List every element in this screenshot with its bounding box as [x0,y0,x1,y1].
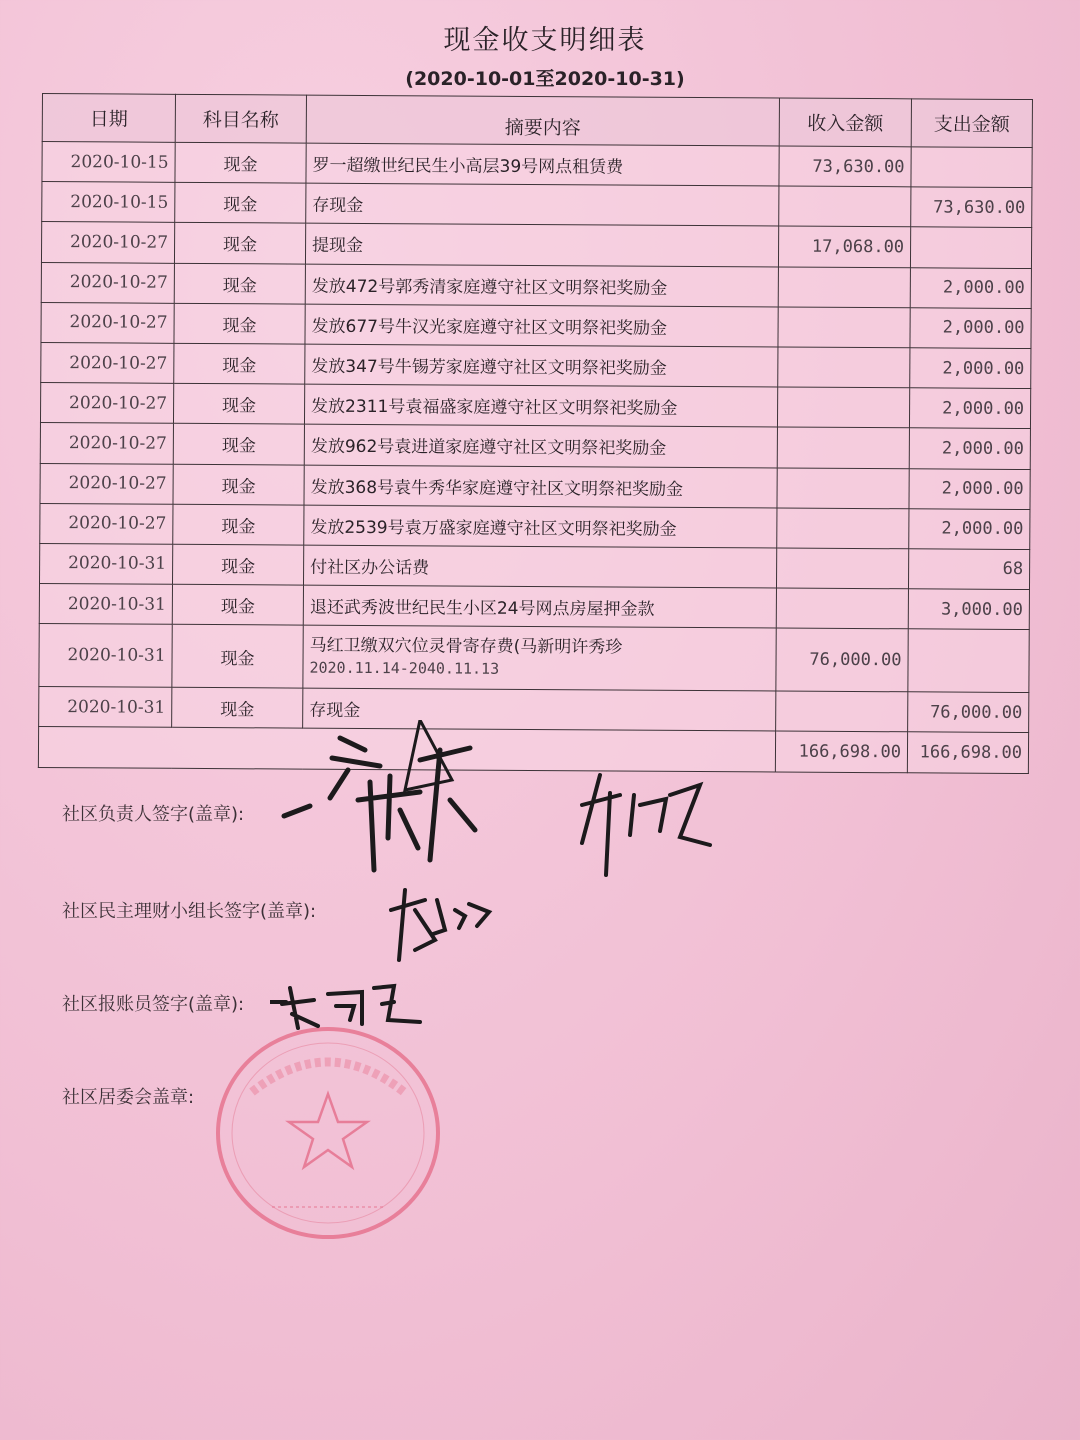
summary-cell: 存现金 [306,183,779,226]
table-row [40,463,1030,509]
date-cell: 2020-10-31 [39,687,172,728]
total-income-cell: 166,698.00 [775,731,907,773]
expense-cell: 73,630.00 [911,187,1032,228]
subject-cell: 现金 [175,142,306,183]
income-cell: 73,630.00 [779,146,911,187]
date-cell: 2020-10-15 [42,182,175,223]
expense-cell: 2,000.00 [909,508,1030,549]
document-title: 现金收支明细表 [443,25,647,56]
date-cell: 2020-10-27 [41,222,174,263]
expense-cell: 2,000.00 [909,468,1030,509]
date-cell: 2020-10-27 [40,463,173,504]
subject-cell: 现金 [174,263,305,304]
summary-cell: 存现金 [303,688,776,731]
table-row [40,543,1030,589]
table-row [41,342,1031,388]
date-cell: 2020-10-27 [40,423,173,464]
accountant-handwritten-signature [270,980,430,1040]
income-cell [779,186,911,227]
expense-cell [911,147,1032,188]
summary-cell: 发放368号袁牛秀华家庭遵守社区文明祭祀奖励金 [304,465,777,508]
subject-cell: 现金 [174,343,305,384]
subject-cell: 现金 [174,223,305,264]
summary-cell: 退还武秀波世纪民生小区24号网点房屋押金款 [303,585,776,628]
date-cell: 2020-10-31 [39,624,172,688]
expense-cell: 2,000.00 [909,388,1030,429]
header-subject: 科目名称 [175,94,306,143]
expense-cell: 2,000.00 [909,428,1030,469]
subject-cell: 现金 [172,584,303,625]
header-income: 收入金额 [779,98,911,147]
table-row [42,142,1032,188]
date-cell: 2020-10-27 [40,383,173,424]
income-cell [778,307,910,348]
finance-group-handwritten-signature [385,880,505,970]
total-row [38,727,1028,774]
subject-cell: 现金 [173,544,304,585]
date-cell: 2020-10-31 [40,543,173,584]
summary-cell: 罗一超缴世纪民生小高层39号网点租赁费 [306,143,779,186]
date-cell: 2020-10-27 [41,342,174,383]
second-handwritten-signature [570,765,720,885]
expense-cell: 68 [908,549,1029,590]
date-cell: 2020-10-15 [42,142,175,183]
summary-cell: 发放677号牛汉光家庭遵守社区文明祭祀奖励金 [305,304,778,347]
expense-cell: 2,000.00 [910,348,1031,389]
income-cell: 76,000.00 [776,628,908,692]
summary-cell: 付社区办公话费 [303,545,776,588]
date-cell: 2020-10-27 [41,262,174,303]
income-cell [778,267,910,308]
income-cell [776,588,908,629]
expense-cell [910,227,1031,268]
subject-cell: 现金 [173,383,304,424]
summary-cell: 提现金 [305,223,778,266]
accountant-signature-label: 社区报账员签字(盖章): [62,994,245,1015]
subject-cell: 现金 [173,464,304,505]
summary-cell: 发放347号牛锡芳家庭遵守社区文明祭祀奖励金 [305,344,778,387]
expense-cell: 2,000.00 [910,267,1031,308]
table-row [40,503,1030,549]
subject-cell: 现金 [175,183,306,224]
table-row [39,624,1029,693]
total-expense-cell: 166,698.00 [907,732,1028,774]
leader-signature-label: 社区负责人签字(盖章): [62,804,245,825]
table-row [40,423,1030,469]
table-row [41,302,1031,348]
table-row [40,383,1030,429]
table-header-row [42,94,1032,148]
table-row [41,262,1031,308]
subject-cell: 现金 [174,303,305,344]
summary-cell [303,625,776,691]
income-cell [777,427,909,468]
summary-cell: 发放472号郭秀清家庭遵守社区文明祭祀奖励金 [305,264,778,307]
date-cell: 2020-10-27 [40,503,173,544]
ledger-table [38,93,1033,774]
summary-cell: 发放2539号袁万盛家庭遵守社区文明祭祀奖励金 [304,505,777,548]
header-expense: 支出金额 [911,99,1032,148]
income-cell [776,691,908,732]
subject-cell: 现金 [172,688,303,729]
income-cell [778,347,910,388]
income-cell [777,387,909,428]
table-row [42,182,1032,228]
subject-cell: 现金 [173,504,304,545]
expense-cell: 2,000.00 [910,308,1031,349]
leader-handwritten-signature [270,720,500,880]
income-cell [777,508,909,549]
income-cell [776,548,908,589]
date-cell: 2020-10-31 [39,584,172,625]
summary-cell: 发放2311号袁福盛家庭遵守社区文明祭祀奖励金 [304,384,777,427]
income-cell: 17,068.00 [778,226,910,267]
table-row [39,584,1029,630]
header-summary: 摘要内容 [306,95,779,146]
expense-cell: 3,000.00 [908,589,1029,630]
subject-cell: 现金 [173,424,304,465]
income-cell [777,467,909,508]
summary-cell: 发放962号袁进道家庭遵守社区文明祭祀奖励金 [304,424,777,467]
subject-cell: 现金 [172,625,303,689]
summary-line-2: 2020.11.14-2040.11.13 [309,658,500,679]
expense-cell: 76,000.00 [908,692,1029,733]
finance-group-signature-label: 社区民主理财小组长签字(盖章): [62,901,317,922]
committee-seal-label: 社区居委会盖章: [62,1087,195,1108]
date-range: (2020-10-01至2020-10-31) [405,68,685,90]
table-row [41,222,1031,268]
header-date: 日期 [42,94,175,143]
expense-cell [908,629,1029,693]
date-cell: 2020-10-27 [41,302,174,343]
summary-line-1: 马红卫缴双穴位灵骨寄存费(马新明许秀珍 [309,635,623,658]
official-seal-stamp [212,1022,444,1244]
table-row [39,687,1029,733]
